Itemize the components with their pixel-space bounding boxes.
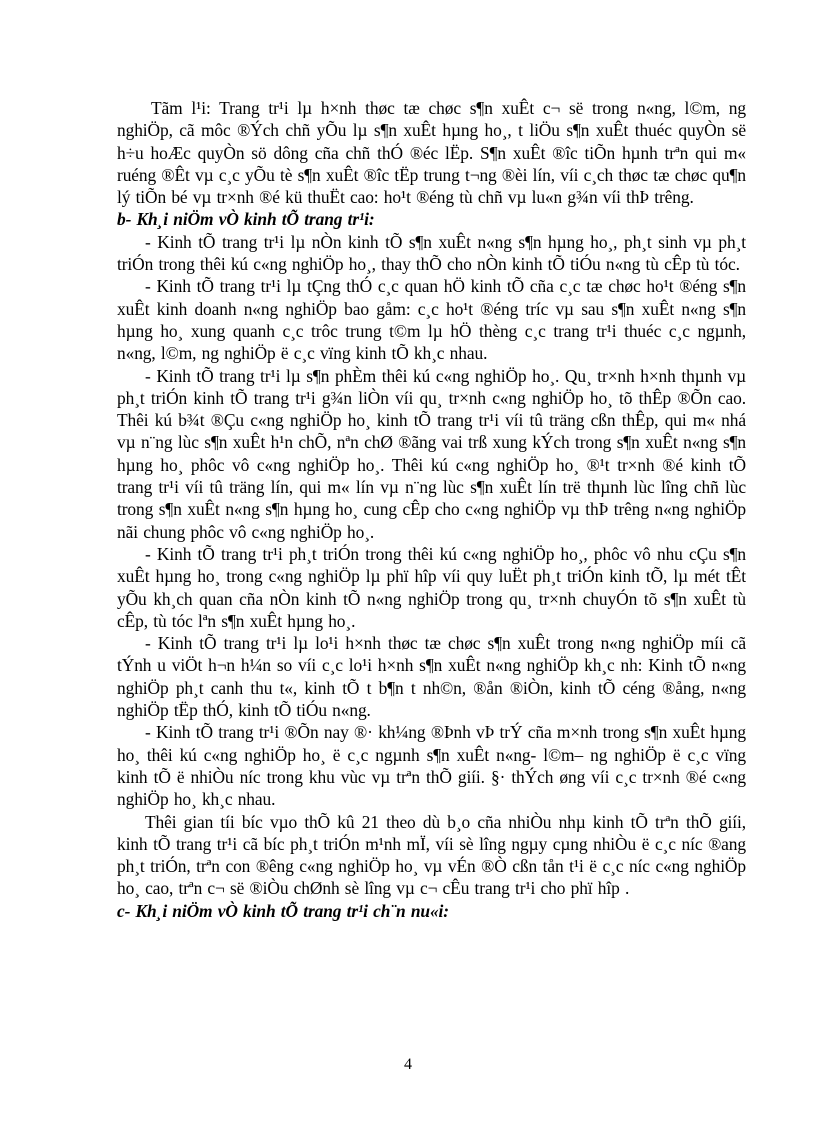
body-paragraph: - Kinh tÕ trang tr¹i lµ nÒn kinh tÕ s¶n xuÊt n«ng s¶n hµng ho¸, ph¸t sinh vµ ph¸t triÓn trong thêi kú c«ng nghiÖp ho¸, thay thÕ cho nÒn kinh tÕ tiÓu n«ng tù cÊp tù tóc.: [117, 231, 752, 275]
document-body: [117, 97, 752, 922]
summary-paragraph: Tãm l¹i: Trang tr¹i lµ h×nh thøc tæ chøc s¶n xuÊt c¬ së trong n«ng, l©m, ng nghiÖp, cã môc ®Ých chñ yÕu lµ s¶n xuÊt hµng ho¸, t liÖu s¶n xuÊt thuéc quyÒn së h÷u hoÆc quyÒn sö dông cña chñ thÓ ®éc lËp. S¶n xuÊt ®îc tiÕn hµnh trªn qui m« ruéng ®Êt vµ c¸c yÕu tè s¶n xuÊt ®îc tËp trung t¬ng ®èi lín, víi c¸ch thøc tæ chøc qu¶n lý tiÕn bé vµ tr×nh ®é kü thuËt cao: ho¹t ®éng tù chñ vµ lu«n g¾n víi thÞ trêng.: [117, 98, 752, 208]
body-paragraph: - Kinh tÕ trang tr¹i ph¸t triÓn trong thêi kú c«ng nghiÖp ho¸, phôc vô nhu cÇu s¶n xuÊt hµng ho¸ trong c«ng nghiÖp lµ phï hîp víi quy luËt ph¸t triÓn kinh tÕ, lµ mét tÊt yÕu kh¸ch quan cña nÒn kinh tÕ n«ng nghiÖp trong qu¸ tr×nh chuyÓn tõ s¶n xuÊt tù cÊp, tù tóc lªn s¶n xuÊt hµng ho¸.: [117, 543, 752, 631]
page-number: 4: [404, 1056, 412, 1073]
body-paragraph: Thêi gian tíi bíc vµo thÕ kû 21 theo dù b¸o cña nhiÒu nhµ kinh tÕ trªn thÕ giíi, kinh tÕ trang tr¹i cã bíc ph¸t triÓn m¹nh mÏ, víi sè lîng ngµy cµng nhiÒu ë c¸c níc ®ang ph¸t triÓn, trªn con ®êng c«ng nghiÖp ho¸ vµ vÉn ®Ò cßn tån t¹i ë c¸c níc c«ng nghiÖp ho¸ cao, trªn c¬ së ®iÒu chØnh sè lîng vµ c¬ cÊu trang tr¹i cho phï hîp .: [117, 811, 752, 899]
section-heading-c: c- Kh¸i niÖm vÒ kinh tÕ trang tr¹i ch¨n nu«i:: [117, 900, 449, 921]
body-paragraph: - Kinh tÕ trang tr¹i lµ lo¹i h×nh thøc tæ chøc s¶n xuÊt trong n«ng nghiÖp míi cã tÝnh u viÖt h¬n h¼n so víi c¸c lo¹i h×nh s¶n xuÊt n«ng nghiÖp kh¸c nh: Kinh tÕ n«ng nghiÖp ph¸t canh thu t«, kinh tÕ t b¶n t nh©n, ®ån ®iÒn, kinh tÕ céng ®ång, n«ng nghiÖp tËp thÓ, kinh tÕ tiÓu n«ng.: [117, 633, 752, 721]
body-paragraph: - Kinh tÕ trang tr¹i lµ s¶n phÈm thêi kú c«ng nghiÖp ho¸. Qu¸ tr×nh h×nh thµnh vµ ph¸t triÓn kinh tÕ trang tr¹i g¾n liÒn víi qu¸ tr×nh c«ng nghiÖp ho¸ tõ thÊp ®Õn cao. Thêi kú b¾t ®Çu c«ng nghiÖp ho¸ kinh tÕ trang tr¹i víi tû träng cßn thÊp, qui m« nhá vµ n¨ng lùc s¶n xuÊt h¹n chÕ, nªn chØ ®ãng vai trß xung kÝch trong s¶n xuÊt n«ng s¶n hµng ho¸ phôc vô c«ng nghiÖp ho¸. Thêi kú c«ng nghiÖp ho¸ ®¹t tr×nh ®é kinh tÕ trang tr¹i víi tû träng lín, qui m« lín vµ n¨ng lùc s¶n xuÊt lín trë thµnh lùc lîng chñ lùc trong s¶n xuÊt n«ng s¶n hµng ho¸ cung cÊp cho c«ng nghiÖp vµ thÞ trêng n«ng nghiÖp nãi chung phôc vô c«ng nghiÖp ho¸.: [117, 365, 752, 542]
body-paragraph: - Kinh tÕ trang tr¹i lµ tÇng thÓ c¸c quan hÖ kinh tÕ cña c¸c tæ chøc ho¹t ®éng s¶n xuÊt kinh doanh n«ng nghiÖp bao gåm: c¸c ho¹t ®éng tríc vµ sau s¶n xuÊt n«ng s¶n hµng ho¸ xung quanh c¸c trôc trung t©m lµ hÖ thèng c¸c trang tr¹i thuéc c¸c ngµnh, n«ng, l©m, ng nghiÖp ë c¸c vïng kinh tÕ kh¸c nhau.: [117, 276, 752, 364]
body-paragraph: - Kinh tÕ trang tr¹i ®Õn nay ®· kh¼ng ®Þnh vÞ trÝ cña m×nh trong s¶n xuÊt hµng ho¸ thêi kú c«ng nghiÖp ho¸ ë c¸c ngµnh s¶n xuÊt n«ng- l©m– ng nghiÖp ë c¸c vïng kinh tÕ ë nhiÒu níc trong khu vùc vµ trªn thÕ giíi. §· thÝch øng víi c¸c tr×nh ®é c«ng nghiÖp ho¸ kh¸c nhau.: [117, 722, 752, 810]
section-heading-b: b- Kh¸i niÖm vÒ kinh tÕ trang tr¹i:: [117, 209, 375, 230]
